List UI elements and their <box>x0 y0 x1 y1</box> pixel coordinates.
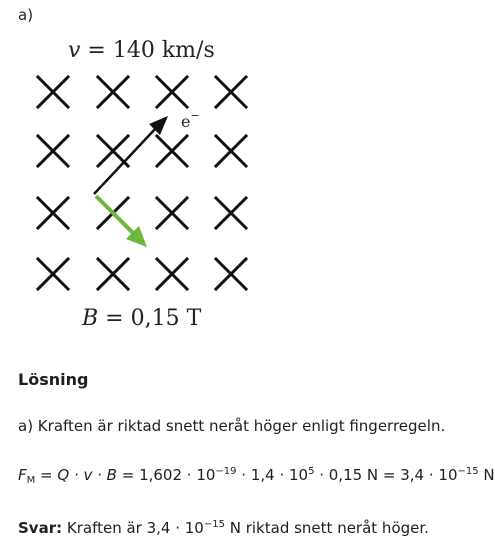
velocity-label: v = 140 km/s <box>68 38 215 63</box>
field-cross <box>98 259 128 289</box>
part-label: a) <box>18 6 34 24</box>
field-strength-label: B = 0,15 T <box>82 306 202 331</box>
field-cross <box>157 136 187 166</box>
solution-sentence: a) Kraften är riktad snett neråt höger enligt fingerregeln. <box>18 417 446 435</box>
field-cross <box>216 198 246 228</box>
field-cross <box>98 77 128 107</box>
solution-heading: Lösning <box>18 370 89 389</box>
answer-label: Svar: <box>18 519 63 537</box>
velocity-arrow <box>94 116 168 194</box>
field-cross <box>157 77 187 107</box>
field-cross <box>38 77 68 107</box>
answer-line: Svar: Kraften är $3,4 \cdot 10^{-15}$ N riktad snett neråt höger. <box>18 519 429 537</box>
field-cross <box>38 259 68 289</box>
field-cross <box>38 136 68 166</box>
force-formula: $F_M = Q \cdot v \cdot B = 1,602 \cdot 10^{-19} \cdot 1,4 \cdot 10^5 \cdot 0,15$ $N = 3,4 \cdot 10^{-15}$ N <box>18 466 495 486</box>
field-crosses <box>38 77 246 289</box>
electron-label: e− <box>181 109 200 131</box>
field-cross <box>157 259 187 289</box>
field-cross <box>157 198 187 228</box>
field-cross <box>38 198 68 228</box>
field-cross <box>216 136 246 166</box>
field-cross <box>216 259 246 289</box>
field-cross <box>216 77 246 107</box>
